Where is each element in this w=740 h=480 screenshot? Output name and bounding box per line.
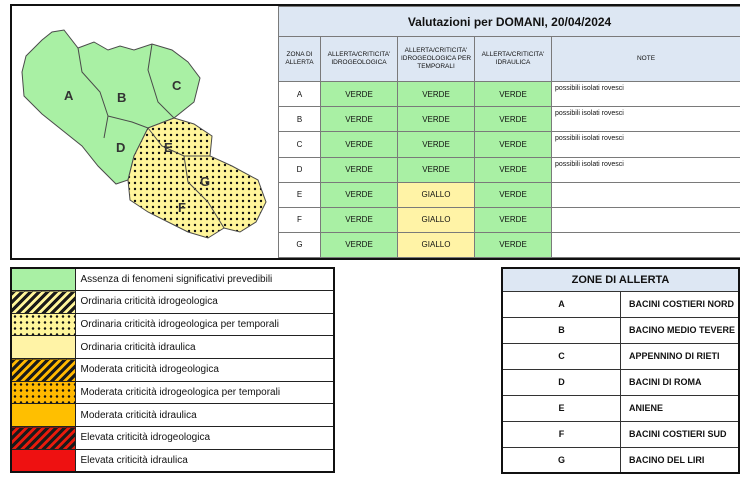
legend-row (11, 404, 334, 427)
hydraulic-status: VERDE (475, 82, 552, 107)
hydraulic-status: VERDE (475, 132, 552, 157)
zone-cell: E (279, 182, 321, 207)
zone-name: BACINI COSTIERI SUD (621, 421, 740, 447)
zones-table (501, 267, 740, 474)
zone-cell: F (279, 207, 321, 232)
evaluation-title: Valutazioni per DOMANI, 20/04/2024 (279, 7, 740, 37)
zone-letter: D (502, 369, 621, 395)
storms-status: VERDE (398, 157, 475, 182)
map-label-c: C (172, 78, 182, 93)
legend-swatch (11, 268, 75, 291)
hydrogeo-status: VERDE (321, 232, 398, 257)
zone-cell: A (279, 82, 321, 107)
zone-letter: G (502, 447, 621, 473)
zone-name: BACINI DI ROMA (621, 369, 740, 395)
legend-swatch (11, 404, 75, 427)
legend-swatch (11, 336, 75, 359)
legend-row (11, 427, 334, 450)
legend-row (11, 291, 334, 314)
zone-row (502, 343, 739, 369)
zone-name: BACINO MEDIO TEVERE (621, 317, 740, 343)
header-zone: ZONA DI ALLERTA (279, 37, 321, 82)
legend-swatch (11, 359, 75, 382)
map-label-a: A (64, 88, 74, 103)
zone-name: BACINI COSTIERI NORD (621, 291, 740, 317)
table-row (279, 132, 740, 157)
note-cell: possibili isolati rovesci (552, 82, 740, 107)
legend-row (11, 313, 334, 336)
table-row (279, 107, 740, 132)
zone-row (502, 447, 739, 473)
hydrogeo-status: VERDE (321, 132, 398, 157)
zone-cell: D (279, 157, 321, 182)
zone-name: BACINO DEL LIRI (621, 447, 740, 473)
table-row (279, 182, 740, 207)
storms-status: VERDE (398, 107, 475, 132)
hydraulic-status: VERDE (475, 182, 552, 207)
legend-label: Elevata criticità idraulica (75, 449, 334, 472)
hydrogeo-status: VERDE (321, 107, 398, 132)
zone-cell: B (279, 107, 321, 132)
legend-row (11, 359, 334, 382)
legend-swatch (11, 427, 75, 450)
legend-label: Moderata criticità idrogeologica per temporali (75, 381, 334, 404)
hydrogeo-status: VERDE (321, 182, 398, 207)
zone-row (502, 317, 739, 343)
header-notes: NOTE (552, 37, 740, 82)
legend-row (11, 336, 334, 359)
legend-row (11, 449, 334, 472)
note-cell (552, 182, 740, 207)
zone-letter: F (502, 421, 621, 447)
map-label-g: G (200, 174, 211, 189)
table-row (279, 82, 740, 107)
legend-label: Ordinaria criticità idraulica (75, 336, 334, 359)
zone-row (502, 421, 739, 447)
legend-swatch (11, 313, 75, 336)
header-hydrogeo: ALLERTA/CRITICITA' IDROGEOLOGICA (321, 37, 398, 82)
legend-swatch (11, 291, 75, 314)
zones-title: ZONE DI ALLERTA (502, 268, 739, 291)
lazio-alert-map (12, 6, 278, 258)
hydraulic-status: VERDE (475, 207, 552, 232)
hydrogeo-status: VERDE (321, 207, 398, 232)
zone-cell: G (279, 232, 321, 257)
hydraulic-status: VERDE (475, 157, 552, 182)
evaluation-table (278, 6, 740, 258)
map-label-d: D (116, 140, 126, 155)
legend-row (11, 381, 334, 404)
zone-row (502, 395, 739, 421)
hydraulic-status: VERDE (475, 232, 552, 257)
zone-letter: B (502, 317, 621, 343)
zone-letter: E (502, 395, 621, 421)
map-label-e: E (164, 140, 173, 155)
table-row (279, 157, 740, 182)
hydraulic-status: VERDE (475, 107, 552, 132)
legend-swatch (11, 449, 75, 472)
zone-letter: A (502, 291, 621, 317)
storms-status: GIALLO (398, 207, 475, 232)
zone-letter: C (502, 343, 621, 369)
table-row (279, 232, 740, 257)
zone-row (502, 369, 739, 395)
legend-label: Ordinaria criticità idrogeologica (75, 291, 334, 314)
legend-label: Assenza di fenomeni significativi prevedibili (75, 268, 334, 291)
storms-status: VERDE (398, 82, 475, 107)
header-storms: ALLERTA/CRITICITA' IDROGEOLOGICA PER TEMPORALI (398, 37, 475, 82)
legend-swatch (11, 381, 75, 404)
note-cell (552, 232, 740, 257)
zone-cell: C (279, 132, 321, 157)
zone-name: ANIENE (621, 395, 740, 421)
legend-label: Elevata criticità idrogeologica (75, 427, 334, 450)
header-hydraulic: ALLERTA/CRITICITA' IDRAULICA (475, 37, 552, 82)
map-label-f: F (178, 200, 186, 215)
map-label-b: B (117, 90, 127, 105)
zone-row (502, 291, 739, 317)
note-cell (552, 207, 740, 232)
storms-status: GIALLO (398, 232, 475, 257)
hydrogeo-status: VERDE (321, 157, 398, 182)
zone-name: APPENNINO DI RIETI (621, 343, 740, 369)
map-region-yellow (128, 118, 266, 238)
table-row (279, 207, 740, 232)
legend-row (11, 268, 334, 291)
legend-table (10, 267, 335, 473)
legend-label: Moderata criticità idrogeologica (75, 359, 334, 382)
note-cell: possibili isolati rovesci (552, 107, 740, 132)
note-cell: possibili isolati rovesci (552, 132, 740, 157)
storms-status: GIALLO (398, 182, 475, 207)
storms-status: VERDE (398, 132, 475, 157)
legend-label: Moderata criticità idraulica (75, 404, 334, 427)
hydrogeo-status: VERDE (321, 82, 398, 107)
top-panel (10, 4, 740, 260)
legend-label: Ordinaria criticità idrogeologica per temporali (75, 313, 334, 336)
note-cell: possibili isolati rovesci (552, 157, 740, 182)
